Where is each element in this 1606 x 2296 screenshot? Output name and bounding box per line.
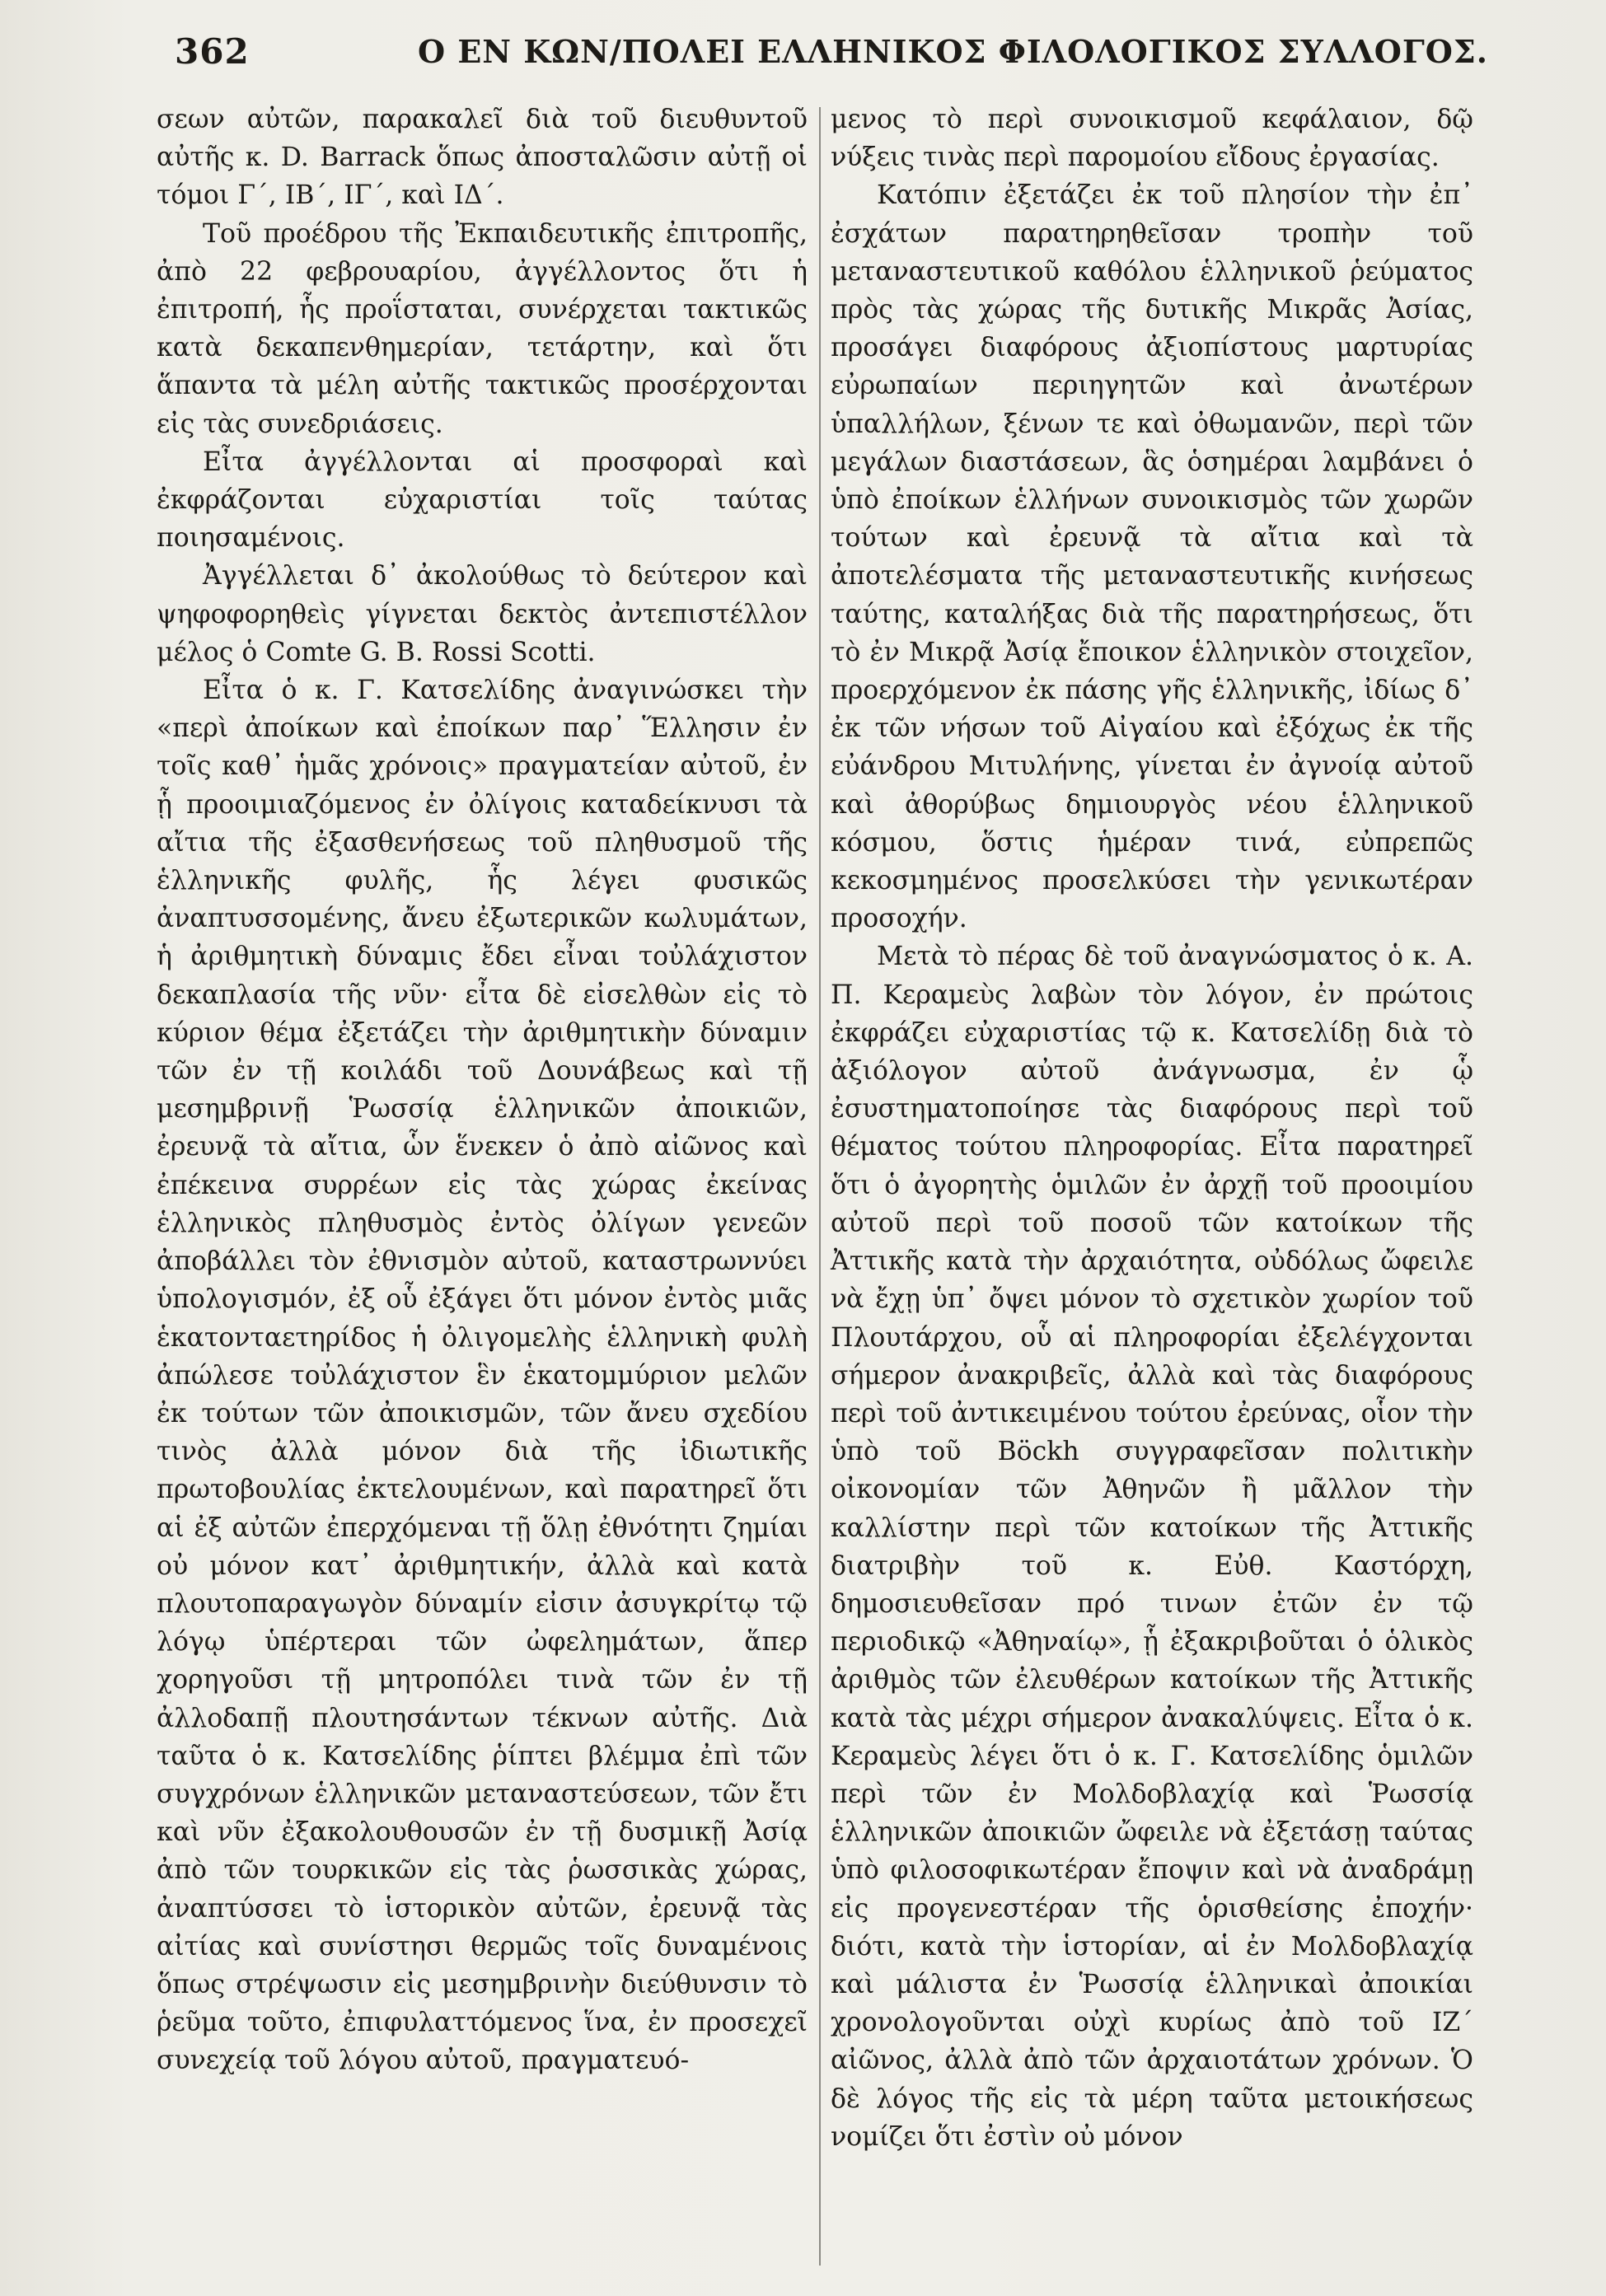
paragraph: Μετὰ τὸ πέρας δὲ τοῦ ἀναγνώσματος ὁ κ. Α. Π. Κεραμεὺς λαβὼν τὸν λόγον, ἐν πρώτοις ἐκφράζει εὐχαριστίας τῷ κ. Κατσελίδῃ διὰ τὸ ἀξιόλογον αὐτοῦ ἀνάγνωσμα, ἐν ᾧ ἐσυστηματοποίησε τὰς διαφόρους περὶ τοῦ θέματος τούτου πληροφορίας. Εἶτα παρατηρεῖ ὅτι ὁ ἀγορητὴς ὁμιλῶν ἐν ἀρχῇ τοῦ προοιμίου αὐτοῦ περὶ τοῦ ποσοῦ τῶν κατοίκων τῆς Ἀττικῆς κατὰ τὴν ἀρχαιότητα, οὐδόλως ὤφειλε νὰ ἔχῃ ὑπ᾽ ὄψει μόνον τὸ σχετικὸν χωρίον τοῦ Πλουτάρχου, οὗ αἱ πληροφορίαι ἐξελέγχονται σήμερον ἀνακριβεῖς, ἀλλὰ καὶ τὰς διαφόρους περὶ τοῦ ἀντικειμένου τούτου ἐρεύνας, οἷον τὴν ὑπὸ τοῦ Böckh συγγραφεῖσαν πολιτικὴν οἰκονομίαν τῶν Ἀθηνῶν ἢ μᾶλλον τὴν καλλίστην περὶ τῶν κατοίκων τῆς Ἀττικῆς διατριβὴν τοῦ κ. Εὐθ. Καστόρχη, δημοσιευθεῖσαν πρό τινων ἐτῶν ἐν τῷ περιοδικῷ «Ἀθηναίῳ», ᾗ ἐξακριβοῦται ὁ ὁλικὸς ἀριθμὸς τῶν ἐλευθέρων κατοίκων τῆς Ἀττικῆς κατὰ τὰς μέχρι σήμερον ἀνακαλύψεις. Εἶτα ὁ κ. Κεραμεὺς λέγει ὅτι ὁ κ. Γ. Κατσελίδης ὁμιλῶν περὶ τῶν ἐν Μολδοβλαχίᾳ καὶ Ῥωσσίᾳ ἑλληνικῶν ἀποικιῶν ὤφειλε νὰ ἐξετάσῃ ταύτας ὑπὸ φιλοσοφικωτέραν ἔποψιν καὶ νὰ ἀναδράμῃ εἰς προγενεστέραν τῆς ὁρισθείσης ἐποχήν· διότι, κατὰ τὴν ἱστορίαν, αἱ ἐν Μολδοβλαχίᾳ καὶ μάλιστα ἐν Ῥωσσίᾳ ἑλληνικαὶ ἀποικίαι χρονολογοῦνται οὐχὶ κυρίως ἀπὸ τοῦ ΙΖ΄ αἰῶνος, ἀλλὰ ἀπὸ τῶν ἀρχαιοτάτων χρόνων. Ὁ δὲ λόγος τῆς εἰς τὰ μέρη ταῦτα μετοικήσεως νομίζει ὅτι ἐστὶν οὐ μόνον	[831, 942, 1473, 2152]
paragraph: μενος τὸ περὶ συνοικισμοῦ κεφάλαιον, δῷ νύξεις τινὰς περὶ παρομοίου εἴδους ἐργασίας.	[831, 105, 1473, 173]
paragraph: Τοῦ προέδρου τῆς Ἐκπαιδευτικῆς ἐπιτροπῆς, ἀπὸ 22 φεβρουαρίου, ἀγγέλλοντος ὅτι ἡ ἐπιτροπή, ἧς προΐσταται, συνέρχεται τακτικῶς κατὰ δεκαπενθημερίαν, τετάρτην, καὶ ὅτι ἅπαντα τὰ μέλη αὐτῆς τακτικῶς προσέρχονται εἰς τὰς συνεδριάσεις.	[157, 218, 808, 439]
paragraph: Ἀγγέλλεται δ᾽ ἀκολούθως τὸ δεύτερον καὶ ψηφοφορηθεὶς γίγνεται δεκτὸς ἀντεπιστέλλον μέλος ὁ Comte G. B. Rossi Scotti.	[157, 561, 808, 667]
page-header	[175, 31, 1488, 89]
page-number: 362	[175, 31, 250, 72]
column-divider	[819, 107, 821, 2266]
paragraph: Κατόπιν ἐξετάζει ἐκ τοῦ πλησίον τὴν ἐπ᾽ ἐσχάτων παρατηρηθεῖσαν τροπὴν τοῦ μεταναστευτικοῦ καθόλου ἑλληνικοῦ ῥεύματος πρὸς τὰς χώρας τῆς δυτικῆς Μικρᾶς Ἀσίας, προσάγει διαφόρους ἀξιοπίστους μαρτυρίας εὐρωπαίων περιηγητῶν καὶ ἀνωτέρων ὑπαλλήλων, ξένων τε καὶ ὀθωμανῶν, περὶ τῶν μεγάλων διαστάσεων, ἃς ὁσημέραι λαμβάνει ὁ ὑπὸ ἐποίκων ἑλλήνων συνοικισμὸς τῶν χωρῶν τούτων καὶ ἐρευνᾷ τὰ αἴτια καὶ τὰ ἀποτελέσματα τῆς μεταναστευτικῆς κινήσεως ταύτης, καταλήξας διὰ τῆς παρατηρήσεως, ὅτι τὸ ἐν Μικρᾷ Ἀσίᾳ ἔποικον ἑλληνικὸν στοιχεῖον, προερχόμενον ἐκ πάσης γῆς ἑλληνικῆς, ἰδίως δ᾽ ἐκ τῶν νήσων τοῦ Αἰγαίου καὶ ἐξόχως ἐκ τῆς εὐάνδρου Μιτυλήνης, γίνεται ἐν ἀγνοίᾳ αὐτοῦ καὶ ἀθορύβως δημιουργὸς νέου ἑλληνικοῦ κόσμου, ὅστις ἡμέραν τινά, εὐπρεπῶς κεκοσμημένος προσελκύσει τὴν γενικωτέραν προσοχήν.	[831, 180, 1473, 934]
paragraph: Εἶτα ὁ κ. Γ. Κατσελίδης ἀναγινώσκει τὴν «περὶ ἀποίκων καὶ ἐποίκων παρ᾽ Ἕλλησιν ἐν τοῖς καθ᾽ ἡμᾶς χρόνοις» πραγματείαν αὐτοῦ, ἐν ᾗ προοιμιαζόμενος ἐν ὀλίγοις καταδείκνυσι τὰ αἴτια τῆς ἐξασθενήσεως τοῦ πληθυσμοῦ τῆς ἑλληνικῆς φυλῆς, ἧς λέγει φυσικῶς ἀναπτυσσομένης, ἄνευ ἐξωτερικῶν κωλυμάτων, ἡ ἀριθμητικὴ δύναμις ἔδει εἶναι τοὐλάχιστον δεκαπλασία τῆς νῦν· εἶτα δὲ εἰσελθὼν εἰς τὸ κύριον θέμα ἐξετάζει τὴν ἀριθμητικὴν δύναμιν τῶν ἐν τῇ κοιλάδι τοῦ Δουνάβεως καὶ τῇ μεσημβρινῇ Ῥωσσίᾳ ἑλληνικῶν ἀποικιῶν, ἐρευνᾷ τὰ αἴτια, ὧν ἕνεκεν ὁ ἀπὸ αἰῶνος καὶ ἐπέκεινα συρρέων εἰς τὰς χώρας ἐκείνας ἑλληνικὸς πληθυσμὸς ἐντὸς ὀλίγων γενεῶν ἀποβάλλει τὸν ἐθνισμὸν αὐτοῦ, καταστρωννύει ὑπολογισμόν, ἐξ οὗ ἐξάγει ὅτι μόνον ἐντὸς μιᾶς ἑκατονταετηρίδος ἡ ὀλιγομελὴς ἑλληνικὴ φυλὴ ἀπώλεσε τοὐλάχιστον ἓν ἑκατομμύριον μελῶν ἐκ τούτων τῶν ἀποικισμῶν, τῶν ἄνευ σχεδίου τινὸς ἀλλὰ μόνον διὰ τῆς ἰδιωτικῆς πρωτοβουλίας ἐκτελουμένων, καὶ παρατηρεῖ ὅτι αἱ ἐξ αὐτῶν ἐπερχόμεναι τῇ ὅλῃ ἐθνότητι ζημίαι οὐ μόνον κατ᾽ ἀριθμητικήν, ἀλλὰ καὶ κατὰ πλουτοπαραγωγὸν δύναμίν εἰσιν ἀσυγκρίτῳ τῷ λόγῳ ὑπέρτεραι τῶν ὠφελημάτων, ἅπερ χορηγοῦσι τῇ μητροπόλει τινὰ τῶν ἐν τῇ ἀλλοδαπῇ πλουτησάντων τέκνων αὐτῆς. Διὰ ταῦτα ὁ κ. Κατσελίδης ῥίπτει βλέμμα ἐπὶ τῶν συγχρόνων ἑλληνικῶν μεταναστεύσεων, τῶν ἔτι καὶ νῦν ἐξακολουθουσῶν ἐν τῇ δυσμικῇ Ἀσίᾳ ἀπὸ τῶν τουρκικῶν εἰς τὰς ῥωσσικὰς χώρας, ἀναπτύσσει τὸ ἱστορικὸν αὐτῶν, ἐρευνᾷ τὰς αἰτίας καὶ συνίστησι θερμῶς τοῖς δυναμένοις ὅπως στρέψωσιν εἰς μεσημβρινὴν διεύθυνσιν τὸ ῥεῦμα τοῦτο, ἐπιφυλαττόμενος ἵνα, ἐν προσεχεῖ συνεχείᾳ τοῦ λόγου αὐτοῦ, πραγματευό-	[157, 676, 808, 2076]
paragraph: Εἶτα ἀγγέλλονται αἱ προσφοραὶ καὶ ἐκφράζονται εὐχαριστίαι τοῖς ταύτας ποιησαμένοις.	[157, 447, 808, 554]
running-title: Ο ΕΝ ΚΩΝ/ΠΟΛΕΙ ΕΛΛΗΝΙΚΟΣ ΦΙΛΟΛΟΓΙΚΟΣ ΣΥΛΛΟΓΟΣ.	[418, 33, 1488, 70]
right-column	[831, 101, 1473, 2156]
left-column	[157, 101, 808, 2080]
paragraph: σεων αὐτῶν, παρακαλεῖ διὰ τοῦ διευθυντοῦ αὐτῆς κ. D. Barrack ὅπως ἀποσταλῶσιν αὐτῇ οἱ τόμοι Γ΄, ΙΒ΄, ΙΓ΄, καὶ ΙΔ΄.	[157, 105, 808, 211]
